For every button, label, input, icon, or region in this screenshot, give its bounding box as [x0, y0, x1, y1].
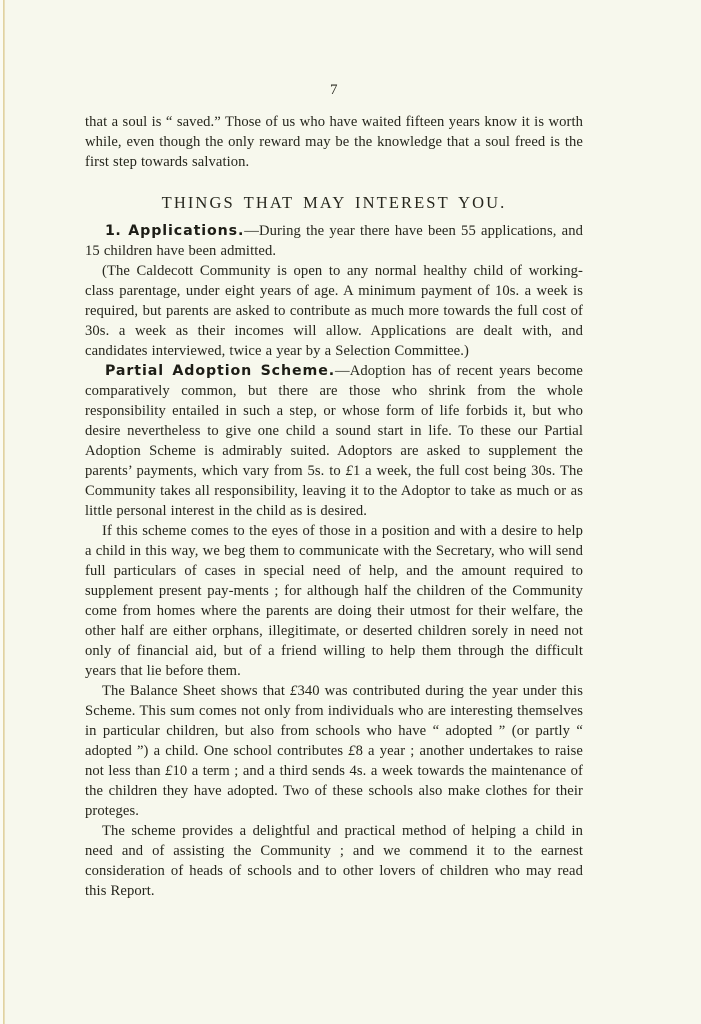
closing-paragraph: The scheme provides a delightful and practical method of helping a child in need and of assisting the Community ; and we commend it to the earnest consideration of heads of schools and to other lovers of children who may read this Report.	[85, 823, 583, 899]
balance-text-a: The Balance Sheet shows that	[102, 683, 291, 699]
adoption-text-b: 1 a week, the full cost being 30s. The Community takes all responsibility, leaving it to the Adoptor to take as much or as little personal interest in the child as is desired.	[85, 463, 583, 519]
adoption-text-a: Adoption has of recent years become comparatively common, but there are those who shrink from the whole responsibility entailed in such a step, or whose form of life forbids it, but who desire nevertheless to give one child a sound start in life. To these our Partial Adoption Scheme is admirably suited. Adoptors are asked to supplement the parents’ payments, which vary from 5s. to	[85, 363, 583, 479]
item-number: 1.	[105, 223, 122, 239]
text-block	[85, 112, 583, 901]
item-dash: —	[244, 223, 259, 239]
item-body-applications: During the year there have been 55 applications, and 15 children have been admitted.	[85, 223, 583, 259]
balance-text-c: 8 a year ; another undertakes to raise not less than	[85, 743, 583, 779]
item-title-partial-adoption-scheme: Partial Adoption Scheme.	[105, 363, 336, 379]
pound-sign-icon-1: £	[345, 463, 353, 479]
appeal-paragraph: If this scheme comes to the eyes of those in a position and with a desire to help a child in this way, we beg them to communicate with the Secretary, who will send full particulars of cases in special need of help, and the amount required to supplement present pay-ments ; for although half the children of the Community come from homes where the parents are doing their utmost for their welfare, the other half are either orphans, illegitimate, or deserted children sorely in need not only of financial aid, but of a friend willing to help them through the difficult years that lie before them.	[85, 523, 583, 679]
continuation-paragraph: that a soul is “ saved.” Those of us who have waited fifteen years know it is worth while, even though the only reward may be the knowledge that a soul freed is the first step towards salvation.	[85, 114, 583, 170]
caldecott-note-paragraph: (The Caldecott Community is open to any normal healthy child of working-class parentage, under eight years of age. A minimum payment of 10s. a week is required, but parents are asked to contribute as much more towards the full cost of 30s. a week as their incomes will allow. Applications are dealt with, and candidates interviewed, twice a year by a Selection Committee.)	[85, 263, 583, 359]
balance-text-d: 10 a term ; and a third sends 4s. a week towards the maintenance of the children they have adopted. Two of these schools also make clothes for their proteges.	[85, 763, 583, 819]
pound-sign-icon-2: £	[290, 683, 298, 699]
pound-sign-icon-3: £	[348, 743, 356, 759]
adoption-dash: —	[335, 363, 350, 379]
partial-adoption-scheme-paragraph	[85, 361, 583, 521]
page-number: 7	[330, 82, 338, 98]
item-applications-paragraph	[85, 221, 583, 261]
page-edge-scan-artifact	[3, 0, 5, 1024]
balance-text-b: 340 was contributed during the year under this Scheme. This sum comes not only from individuals who are interesting themselves in particular children, but also from schools who have “ adopted ” (or partly “ adopted ”) a child. One school contributes	[85, 683, 583, 759]
item-title-applications: Applications.	[128, 223, 245, 239]
balance-sheet-paragraph	[85, 681, 583, 821]
section-heading: THINGS THAT MAY INTEREST YOU.	[161, 193, 507, 212]
pound-sign-icon-4: £	[165, 763, 173, 779]
